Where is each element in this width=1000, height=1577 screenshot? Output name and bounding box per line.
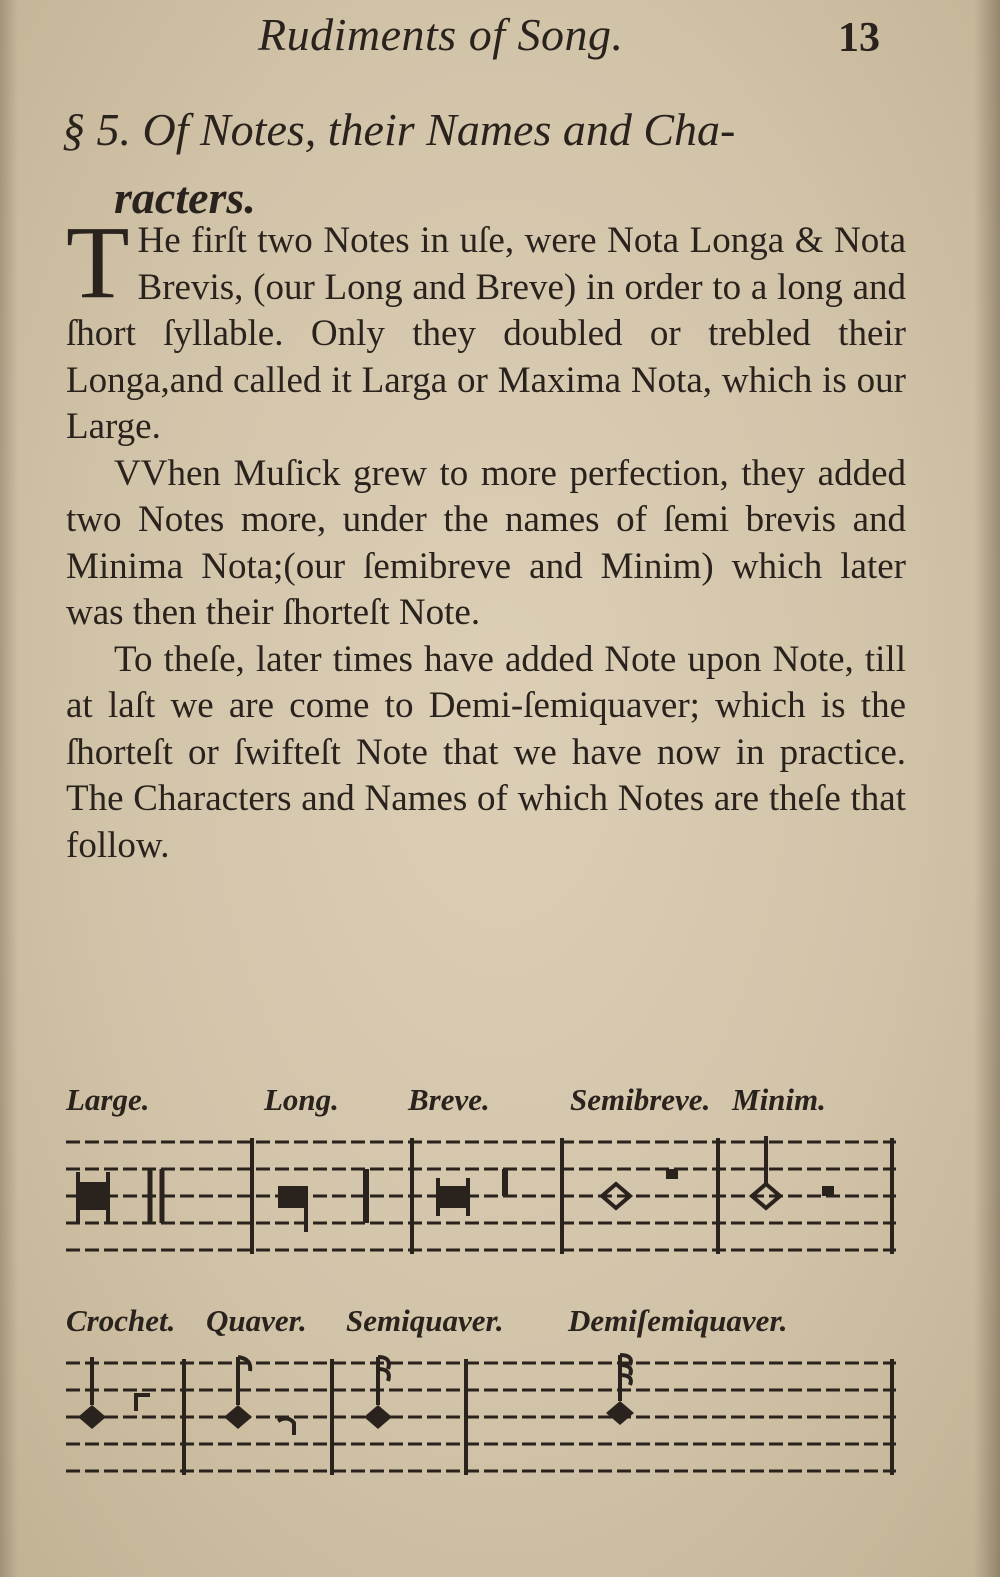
semiquaver-note-glyph [364,1357,392,1429]
minim-note-glyph [752,1136,780,1208]
label-semiquaver: Semiquaver. [346,1303,504,1338]
music-staff-row-1 [66,1132,896,1262]
page-number: 13 [838,15,880,61]
label-large: Large. [66,1082,150,1117]
label-long: Long. [264,1082,339,1117]
quaver-note-glyph [224,1357,252,1429]
paragraph-3: To theſe, later times have added Note upon Note, till at laſt we are come to Demi-ſemiquaver; which is the ſhorteſt or ſwifteſt Note that we have now in practice. The Characters and Names of which Notes are theſe that follow. [66,638,906,866]
label-demisemiquaver: Demiſemiquaver. [568,1303,788,1338]
body-text [66,205,906,869]
note-labels-row-2 [66,1303,896,1353]
running-head: Rudiments of Song. [258,9,624,60]
note-labels-row-1 [66,1082,896,1132]
label-semibreve: Semibreve. [570,1082,711,1117]
paragraph-1 [66,205,906,451]
music-staff-row-2 [66,1353,896,1483]
label-quaver: Quaver. [206,1303,307,1338]
crochet-note-glyph [78,1357,106,1429]
label-breve: Breve. [408,1082,490,1117]
label-crochet: Crochet. [66,1303,176,1338]
paragraph-2: VVhen Muſick grew to more perfection, they added two Notes more, under the names of ſemi brevis and Minima Nota;(our ſemibreve and Minim) which later was then their ſhorteſt Note. [66,452,906,633]
section-title-line-1: § 5. Of Notes, their Names and Cha- [62,104,736,155]
minim-rest-glyph [822,1186,834,1196]
section-title-line-2: racters. [114,172,256,223]
music-example-row-2 [66,1303,896,1483]
crochet-rest-glyph [134,1395,150,1411]
section-heading [62,96,912,232]
breve-rest-glyph [502,1169,508,1196]
page-edge-shadow [974,0,1000,1577]
paragraph-1-text: He firſt two Notes in uſe, were Nota Longa & Nota Brevis, (our Long and Breve) in order to a long and ſhort ſyllable. Only they doubled or trebled their Longa,and called it Larga or Maxima Nota, which is our Large. [66,220,906,447]
breve-note-glyph [438,1178,468,1216]
quaver-rest-glyph [278,1418,294,1435]
gutter-shadow [0,0,18,1577]
label-minim: Minim. [732,1082,826,1117]
music-example-row-1 [66,1082,896,1262]
long-note-glyph [278,1186,308,1232]
drop-cap: T [66,205,130,320]
large-note-glyph [76,1172,110,1224]
semibreve-rest-glyph [666,1169,678,1179]
